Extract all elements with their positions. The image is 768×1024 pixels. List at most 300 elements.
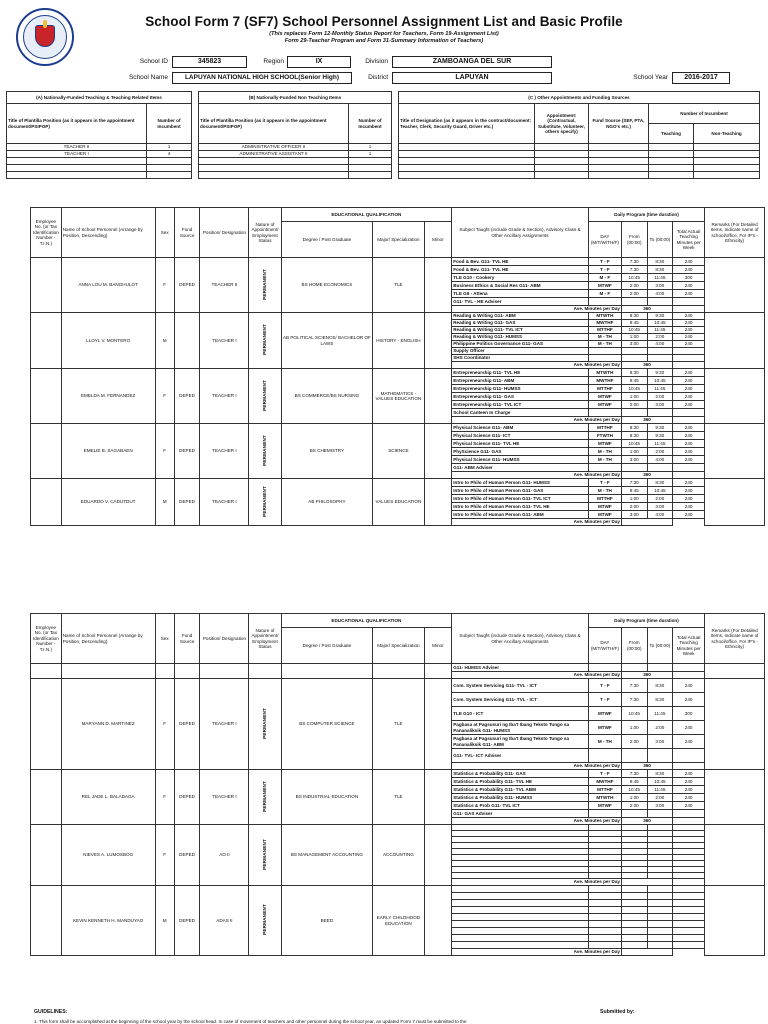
header-major: Major/ Specialization — [373, 222, 424, 258]
ave-minutes-value: 360 — [621, 763, 672, 770]
subject-to: 11:45 — [647, 707, 673, 721]
personnel-position: TEACHER I — [200, 679, 249, 770]
personnel-fund: DEPED — [174, 886, 200, 956]
subject-taught: Statistics & Probability G11- HUMSS — [452, 794, 589, 802]
subject-to: 8:30 — [647, 693, 673, 707]
subject-to: 11:45 — [647, 385, 673, 393]
subject-minutes: 240 — [673, 282, 705, 290]
personnel-fund: DEPED — [174, 369, 200, 424]
subject-to: 8:30 — [647, 679, 673, 693]
table-row — [31, 258, 765, 266]
summary-b-row-title: ADMINISTRATIVE OFFICER II — [199, 144, 349, 151]
subject-minutes: 240 — [673, 424, 705, 432]
subject-from — [621, 907, 647, 914]
subject-from: 7:30 — [621, 258, 647, 266]
school-id-label: School ID — [139, 58, 168, 65]
ave-minutes-label: Ave. Minutes per Day — [452, 879, 622, 886]
summary-b-row-count: 1 — [349, 151, 392, 158]
summary-c-teaching: Teaching — [649, 124, 694, 144]
subject-to: 2:00 — [647, 794, 673, 802]
subject-from: 2:00 — [621, 802, 647, 810]
subject-taught: Entrepreneurship G11- GAS — [452, 393, 589, 401]
subject-day: MTWF — [588, 401, 621, 409]
summary-a-col2: Number of Incumbent — [147, 104, 192, 144]
personnel-degree: BS INDUSTRIAL EDUCATION — [281, 770, 373, 825]
personnel-minor — [424, 369, 452, 424]
subject-minutes — [673, 810, 705, 818]
personnel-body-page2 — [31, 664, 765, 956]
header-minor: Minor — [424, 628, 452, 664]
ave-minutes-label: Ave. Minutes per Day — [452, 362, 622, 369]
personnel-fund: DEPED — [174, 679, 200, 770]
summary-b-title: (B) Nationally-Funded Non Teaching Items — [199, 92, 392, 104]
subject-minutes — [673, 664, 705, 672]
personnel-degree: AB PHILOSOPHY — [281, 479, 373, 526]
subject-day: M - TH — [588, 448, 621, 456]
subject-minutes: 240 — [673, 401, 705, 409]
personnel-sex: F — [155, 369, 174, 424]
subject-to — [647, 900, 673, 907]
subject-to — [647, 749, 673, 763]
personnel-minor — [424, 770, 452, 825]
subject-day: M - F — [588, 290, 621, 298]
summary-a-col1: Title of Plantilla Position (as it appears in the appointment document/PSIPOP) — [7, 104, 147, 144]
subject-minutes: 240 — [673, 369, 705, 377]
subject-taught: Reading & Writing G11- GAS — [452, 320, 589, 327]
school-name-value: LAPUYAN NATIONAL HIGH SCHOOL(Senior High) — [172, 72, 352, 84]
personnel-fund: DEPED — [174, 479, 200, 526]
summary-a-row-count: 1 — [147, 144, 192, 151]
header-from: From (00:00) — [621, 628, 647, 664]
personnel-remarks — [705, 679, 765, 770]
subject-taught: G11- ABM Adviser — [452, 464, 589, 472]
subject-taught: Supply Officer — [452, 348, 589, 355]
personnel-name — [61, 664, 155, 679]
subject-from — [621, 886, 647, 893]
subject-to: 2:00 — [647, 495, 673, 503]
subject-minutes — [673, 886, 705, 893]
summary-a-row-title: TEACHER I — [7, 151, 147, 158]
header-day: DAY (M/T/W/TH/F) — [588, 628, 621, 664]
personnel-nature — [249, 369, 281, 424]
subject-to: 2:00 — [647, 334, 673, 341]
subject-taught: Physical Science G11- TVL HE — [452, 440, 589, 448]
school-name-label: School Name — [128, 74, 168, 81]
subject-minutes: 240 — [673, 679, 705, 693]
division-label: Division — [365, 58, 388, 65]
personnel-name: ANNA LOU M. BANGHULOT — [61, 258, 155, 313]
personnel-minor — [424, 258, 452, 313]
employee-no — [31, 679, 62, 770]
subject-to: 2:00 — [647, 448, 673, 456]
employee-no — [31, 424, 62, 479]
subject-day: MWTHF — [588, 320, 621, 327]
nature-text: PERMANENT — [262, 904, 268, 936]
subject-to: 2:00 — [647, 393, 673, 401]
ave-minutes-value: 360 — [621, 472, 672, 479]
subject-to: 8:30 — [647, 266, 673, 274]
ave-minutes-label: Ave. Minutes per Day — [452, 949, 622, 956]
nature-text: PERMANENT — [262, 485, 268, 517]
subject-minutes: 240 — [673, 721, 705, 735]
subject-day — [588, 409, 621, 417]
subject-taught: Physical Science G11- ABM — [452, 424, 589, 432]
personnel-degree: BS COMPUTER SCIENCE — [281, 679, 373, 770]
subject-from — [621, 810, 647, 818]
subject-day: MTWTH — [588, 794, 621, 802]
subject-from — [621, 893, 647, 900]
header-emp-no: Employee No. (or Tax Identification Number -T.I.N.) — [31, 208, 62, 258]
personnel-name: LLOYL V. MONTERO — [61, 313, 155, 369]
subject-taught: Statistics & Probability G11- GAS — [452, 770, 589, 778]
personnel-major: TLE — [373, 679, 424, 770]
header-remarks: Remarks (For Detailed Items, Indicate name of school/office, For IP's -Ethnicity) — [705, 614, 765, 664]
personnel-sex: M — [155, 313, 174, 369]
subject-taught: School Canteen In Charge — [452, 409, 589, 417]
personnel-major: VALUES EDUCATION — [373, 479, 424, 526]
subject-taught: Intro to Philo of Human Person G11- GAS — [452, 487, 589, 495]
personnel-remarks — [705, 886, 765, 956]
subject-taught: TLE G10 - ICT — [452, 707, 589, 721]
subject-minutes — [673, 928, 705, 935]
subject-to: 9:30 — [647, 313, 673, 320]
personnel-header-page1 — [31, 208, 765, 258]
subject-taught: Entrepreneurship G11- HUMSS — [452, 385, 589, 393]
personnel-degree: BS COMMERCE/BS NURSING — [281, 369, 373, 424]
subject-from: 9:45 — [621, 778, 647, 786]
nature-text: PERMANENT — [262, 324, 268, 356]
subject-from: 1:00 — [621, 721, 647, 735]
header-position: Position/ Designation — [200, 614, 249, 664]
subject-taught — [452, 900, 589, 907]
subject-minutes — [673, 355, 705, 362]
personnel-fund: DEPED — [174, 825, 200, 886]
personnel-nature — [249, 886, 281, 956]
subject-day: MTTHF — [588, 786, 621, 794]
header-fund: Fund Source — [174, 614, 200, 664]
table-row — [31, 424, 765, 432]
subject-day: FTWTH — [588, 432, 621, 440]
subject-from: 9:45 — [621, 487, 647, 495]
subject-to — [647, 409, 673, 417]
subject-to — [647, 893, 673, 900]
personnel-fund: DEPED — [174, 770, 200, 825]
subject-from — [621, 355, 647, 362]
personnel-major: HISTORY - ENGLISH — [373, 313, 424, 369]
subject-from: 8:30 — [621, 424, 647, 432]
header-total: Total Actual Teaching Minutes per Week — [673, 222, 705, 258]
subject-from: 3:00 — [621, 341, 647, 348]
header-major: Major/ Specialization — [373, 628, 424, 664]
subject-from: 10:45 — [621, 327, 647, 334]
subject-day: MTWF — [588, 440, 621, 448]
subject-from: 7:30 — [621, 679, 647, 693]
subject-to: 10:45 — [647, 487, 673, 495]
personnel-minor — [424, 313, 452, 369]
subject-from: 2:00 — [621, 290, 647, 298]
subject-from: 2:00 — [621, 401, 647, 409]
employee-no — [31, 770, 62, 825]
subject-minutes: 240 — [673, 794, 705, 802]
header-subject: Subject Taught (include Grade & Section), Advisory Class & Other Ancillary Assignments — [452, 614, 589, 664]
subject-to: 8:30 — [647, 479, 673, 487]
personnel-remarks — [705, 770, 765, 825]
subject-to: 3:00 — [647, 282, 673, 290]
subject-taught — [452, 914, 589, 921]
subject-day — [588, 907, 621, 914]
personnel-minor — [424, 664, 452, 679]
subject-day: M - TH — [588, 487, 621, 495]
personnel-minor — [424, 825, 452, 886]
subject-day: MTWF — [588, 393, 621, 401]
subject-day — [588, 928, 621, 935]
summary-table-b — [198, 91, 392, 179]
personnel-sex: F — [155, 424, 174, 479]
subject-to: 4:00 — [647, 511, 673, 519]
subject-taught: Reading & Writing G11- TVL ICT — [452, 327, 589, 334]
subject-from — [621, 464, 647, 472]
personnel-nature — [249, 825, 281, 886]
personnel-position: TEACHER I — [200, 369, 249, 424]
ave-minutes-label: Ave. Minutes per Day — [452, 763, 622, 770]
subject-to: 9:30 — [647, 424, 673, 432]
subject-taught: Reading & Writing G11- HUMSS — [452, 334, 589, 341]
subject-taught: Statistics & Prob G11- TVL ICT — [452, 802, 589, 810]
subject-taught: Food & Bev. G11- TVL HE — [452, 258, 589, 266]
subject-to: 4:00 — [647, 341, 673, 348]
subject-from: 10:45 — [621, 786, 647, 794]
subject-to: 3:00 — [647, 802, 673, 810]
personnel-remarks — [705, 258, 765, 313]
subject-day: T - F — [588, 479, 621, 487]
subject-day — [588, 348, 621, 355]
header-subject: Subject Taught (include Grade & Section), Advisory Class & Other Ancillary Assignments — [452, 208, 589, 258]
subject-taught — [452, 921, 589, 928]
subject-taught: Philippine Politics Governance G11- GAS — [452, 341, 589, 348]
personnel-name: MARYANN D. MARTINEZ — [61, 679, 155, 770]
ave-minutes-value — [621, 879, 672, 886]
submitted-by-label: Submitted by: — [600, 1009, 635, 1015]
personnel-remarks — [705, 313, 765, 369]
subject-to — [647, 942, 673, 949]
header-sex: Sex — [155, 614, 174, 664]
summary-table-a — [6, 91, 192, 179]
summary-c-col4: Number of Incumbent — [649, 104, 760, 124]
guidelines-note: 1. This form shall be accomplished at the beginning of the school year by the school head. In case of movement of teachers and other personnel during the school year, an updated Form 7 must be submitted to the — [34, 1019, 467, 1024]
subject-from: 3:00 — [621, 511, 647, 519]
personnel-name: EDUARDO V. CADUTDUT — [61, 479, 155, 526]
subject-day: MTTHF — [588, 385, 621, 393]
subject-from — [621, 935, 647, 942]
summary-a-row-count: 4 — [147, 151, 192, 158]
summary-b-row-title: ADMINISTRATIVE ASSISTANT II — [199, 151, 349, 158]
subject-minutes: 240 — [673, 290, 705, 298]
personnel-degree: BS HOME ECONOMICS — [281, 258, 373, 313]
nature-text: PERMANENT — [262, 780, 268, 812]
subject-from: 10:45 — [621, 707, 647, 721]
header-to: To (00:00) — [647, 628, 673, 664]
subject-minutes: 240 — [673, 327, 705, 334]
personnel-minor — [424, 479, 452, 526]
subject-day: MTWTH — [588, 369, 621, 377]
header-educ: EDUCATIONAL QUALIFICATION — [281, 614, 452, 628]
subject-day — [588, 749, 621, 763]
subject-taught: Intro to Philo of Human Person G11- HUMSS — [452, 479, 589, 487]
header-name: Name of School Personnel (Arrange by Position, Descending) — [61, 614, 155, 664]
nature-text: PERMANENT — [262, 434, 268, 466]
ave-minutes-label: Ave. Minutes per Day — [452, 818, 622, 825]
subject-taught: Business Ethics & Social Res G11- ABM — [452, 282, 589, 290]
personnel-sex: M — [155, 479, 174, 526]
subject-minutes: 240 — [673, 377, 705, 385]
subject-minutes: 240 — [673, 778, 705, 786]
personnel-nature — [249, 479, 281, 526]
subject-taught: G11- GAS Adviser — [452, 810, 589, 818]
personnel-nature — [249, 679, 281, 770]
personnel-remarks — [705, 369, 765, 424]
personnel-table-page2 — [30, 613, 765, 956]
nature-text: PERMANENT — [262, 838, 268, 870]
subject-day: M - TH — [588, 334, 621, 341]
header-daily: Daily Program (time duration) — [588, 614, 704, 628]
subject-minutes: 240 — [673, 511, 705, 519]
subject-from: 10:45 — [621, 274, 647, 282]
subject-day: M - TH — [588, 341, 621, 348]
subject-from: 1:00 — [621, 794, 647, 802]
ave-minutes-value: 360 — [621, 672, 672, 679]
personnel-position: TEACHER I — [200, 424, 249, 479]
subject-to: 8:30 — [647, 770, 673, 778]
subject-day: T - F — [588, 679, 621, 693]
subject-from — [621, 914, 647, 921]
subject-minutes: 240 — [673, 393, 705, 401]
subject-from: 9:45 — [621, 320, 647, 327]
subject-minutes: 240 — [673, 735, 705, 749]
personnel-sex: F — [155, 770, 174, 825]
subject-from: 7:30 — [621, 693, 647, 707]
subject-day — [588, 464, 621, 472]
subject-day: T - F — [588, 266, 621, 274]
summary-b-col2: Number of Incumbent — [349, 104, 392, 144]
subject-taught: Com. System Servicing G11- TVL - ICT — [452, 693, 589, 707]
subject-from: 10:45 — [621, 440, 647, 448]
subject-day: MTTHF — [588, 424, 621, 432]
subject-minutes — [673, 464, 705, 472]
subject-taught: G11- HUMSS Adviser — [452, 664, 589, 672]
subject-minutes: 240 — [673, 334, 705, 341]
subject-to — [647, 886, 673, 893]
subject-taught: Entrepreneurship G11- TVL ICT — [452, 401, 589, 409]
personnel-sex: M — [155, 886, 174, 956]
subject-taught: Entrepreneurship G11- ABM — [452, 377, 589, 385]
guidelines-label: GUIDELINES: — [34, 1009, 68, 1015]
employee-no — [31, 479, 62, 526]
subject-minutes: 240 — [673, 440, 705, 448]
personnel-position: TEACHER I — [200, 479, 249, 526]
subject-taught — [452, 942, 589, 949]
subject-day — [588, 893, 621, 900]
subject-day: MWTHF — [588, 377, 621, 385]
personnel-name: NIEVES A. LUMOSBOG — [61, 825, 155, 886]
ave-minutes-value: 360 — [621, 818, 672, 825]
summary-b-row-count: 1 — [349, 144, 392, 151]
subject-minutes: 300 — [673, 707, 705, 721]
ave-minutes-label: Ave. Minutes per Day — [452, 306, 622, 313]
personnel-major — [373, 664, 424, 679]
summary-c-col1: Title of Designation (as it appears in the contract/document: Teacher, Clerk, Security Guard, Driver etc.) — [399, 104, 535, 144]
table-row — [31, 679, 765, 693]
subject-minutes — [673, 749, 705, 763]
subject-day — [588, 886, 621, 893]
school-id-value: 345823 — [172, 56, 247, 68]
division-value: ZAMBOANGA DEL SUR — [392, 56, 552, 68]
header-educ: EDUCATIONAL QUALIFICATION — [281, 208, 452, 222]
subject-day: MTWF — [588, 721, 621, 735]
employee-no — [31, 313, 62, 369]
subject-minutes: 240 — [673, 495, 705, 503]
personnel-remarks — [705, 825, 765, 886]
subject-taught: PhyScience G11- GAS — [452, 448, 589, 456]
subject-taught: TLE G10 - Cookery — [452, 274, 589, 282]
subject-taught: G11- TVL- ICT Adviser — [452, 749, 589, 763]
subject-taught — [452, 928, 589, 935]
subject-day: MTWF — [588, 707, 621, 721]
subject-from: 10:45 — [621, 385, 647, 393]
subject-from: 7:30 — [621, 770, 647, 778]
personnel-minor — [424, 424, 452, 479]
subject-from: 8:30 — [621, 432, 647, 440]
form-title: School Form 7 (SF7) School Personnel Assignment List and Basic Profile — [145, 14, 623, 29]
table-row — [31, 313, 765, 320]
header-nature: Nature of Appointment/ Employment Status — [249, 208, 281, 258]
subject-day: T - F — [588, 693, 621, 707]
personnel-remarks — [705, 664, 765, 679]
header-remarks: Remarks (For Detailed Items, Indicate name of school/office, For IP's -Ethnicity) — [705, 208, 765, 258]
personnel-nature — [249, 313, 281, 369]
employee-no — [31, 825, 62, 886]
personnel-fund — [174, 313, 200, 369]
personnel-fund: DEPED — [174, 424, 200, 479]
personnel-major: TLE — [373, 770, 424, 825]
subject-taught — [452, 886, 589, 893]
personnel-header-page2 — [31, 614, 765, 664]
summary-c-nonteaching: Non-Teaching — [694, 124, 760, 144]
subject-taught — [452, 935, 589, 942]
personnel-major: MATHEMATICS - VALUES EDUCATION — [373, 369, 424, 424]
personnel-fund: DEPED — [174, 258, 200, 313]
subject-to: 8:30 — [647, 258, 673, 266]
summary-table-c — [398, 91, 760, 179]
subject-minutes — [673, 942, 705, 949]
subject-taught: SHS Coordinator — [452, 355, 589, 362]
subject-to — [647, 464, 673, 472]
subject-from — [621, 928, 647, 935]
subject-day — [588, 921, 621, 928]
personnel-nature — [249, 770, 281, 825]
nature-text: PERMANENT — [262, 268, 268, 300]
subject-taught: Reading & Writing G11- ABM — [452, 313, 589, 320]
subject-from — [621, 298, 647, 306]
personnel-position: AO II — [200, 825, 249, 886]
region-value: IX — [287, 56, 351, 68]
subject-day: MTWF — [588, 282, 621, 290]
subject-taught: Com. System Servicing G11- TVL - ICT — [452, 679, 589, 693]
personnel-degree: BS MANAGEMENT ACCOUNTING — [281, 825, 373, 886]
summary-c-col2: Appointment: (Contractual, Substitute, Volunteer, others specify) — [535, 104, 589, 144]
personnel-minor — [424, 886, 452, 956]
subject-from — [621, 921, 647, 928]
subject-day — [588, 810, 621, 818]
